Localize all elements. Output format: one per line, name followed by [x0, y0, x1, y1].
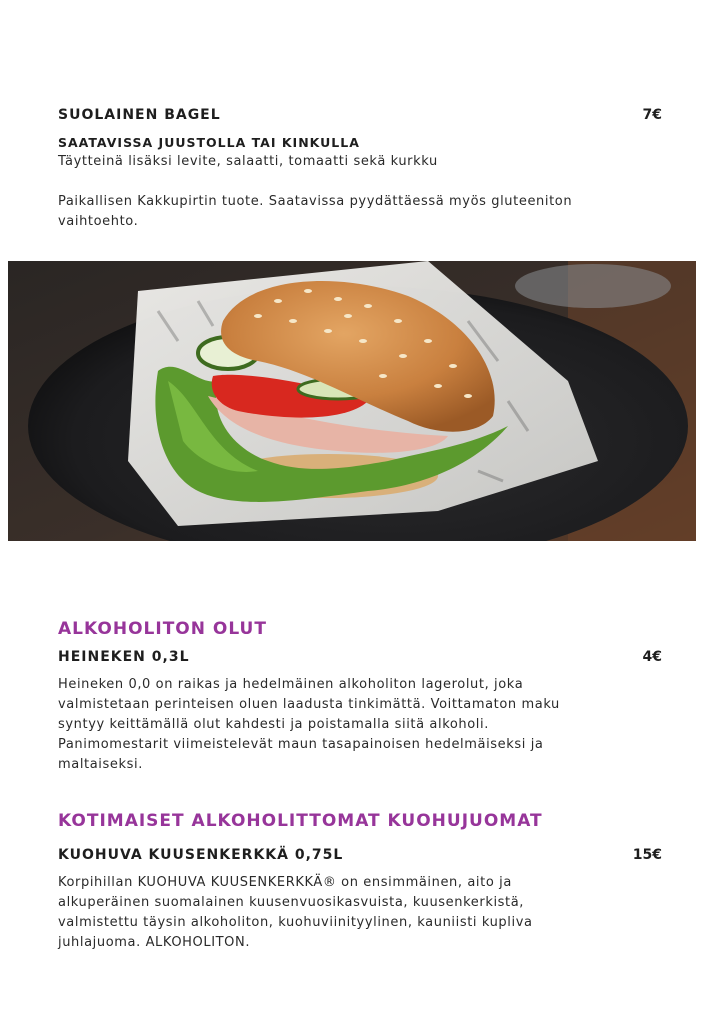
bagel-price: 7€ — [642, 107, 662, 123]
heineken-description-line-5: maltaiseksi. — [58, 757, 143, 772]
heineken-price: 4€ — [642, 649, 662, 665]
heineken-description-line-4: Panimomestarit viimeistelevät maun tasapainoisen hedelmäiseksi ja — [58, 737, 544, 752]
kuusenkerkka-description-line-4: juhlajuoma. ALKOHOLITON. — [58, 935, 251, 950]
bagel-note-line-2: vaihtoehto. — [58, 214, 139, 229]
heineken-description-line-3: syntyy keittämällä olut kahdesti ja poistamalla siitä alkoholi. — [58, 717, 489, 732]
heineken-title: HEINEKEN 0,3L — [58, 649, 190, 665]
kuusenkerkka-description-line-2: alkuperäinen suomalainen kuusenvuosikasvuista, kuusenkerkistä, — [58, 895, 525, 910]
section-heading-sparkling: KOTIMAISET ALKOHOLITTOMAT KUOHUJUOMAT — [58, 811, 543, 831]
kuusenkerkka-title: KUOHUVA KUUSENKERKKÄ 0,75L — [58, 847, 344, 863]
heineken-description-line-2: valmistetaan perinteisen oluen laadusta tinkimättä. Voittamaton maku — [58, 697, 560, 712]
bagel-subtitle: SAATAVISSA JUUSTOLLA TAI KINKULLA — [58, 135, 360, 150]
kuusenkerkka-price: 15€ — [632, 847, 662, 863]
heineken-description-line-1: Heineken 0,0 on raikas ja hedelmäinen alkoholiton lagerolut, joka — [58, 677, 524, 692]
kuusenkerkka-description-line-3: valmistettu täysin alkoholiton, kuohuviinityylinen, kauniisti kupliva — [58, 915, 533, 930]
kuusenkerkka-description-line-1: Korpihillan KUOHUVA KUUSENKERKKÄ® on ensimmäinen, aito ja — [58, 875, 512, 890]
bagel-title: SUOLAINEN BAGEL — [58, 107, 221, 123]
bagel-description: Täytteinä lisäksi levite, salaatti, tomaatti sekä kurkku — [58, 154, 438, 169]
bagel-photo — [8, 261, 696, 541]
bagel-note-line-1: Paikallisen Kakkupirtin tuote. Saatavissa pyydättäessä myös gluteeniton — [58, 194, 573, 209]
section-heading-nonalcoholic-beer: ALKOHOLITON OLUT — [58, 619, 267, 639]
